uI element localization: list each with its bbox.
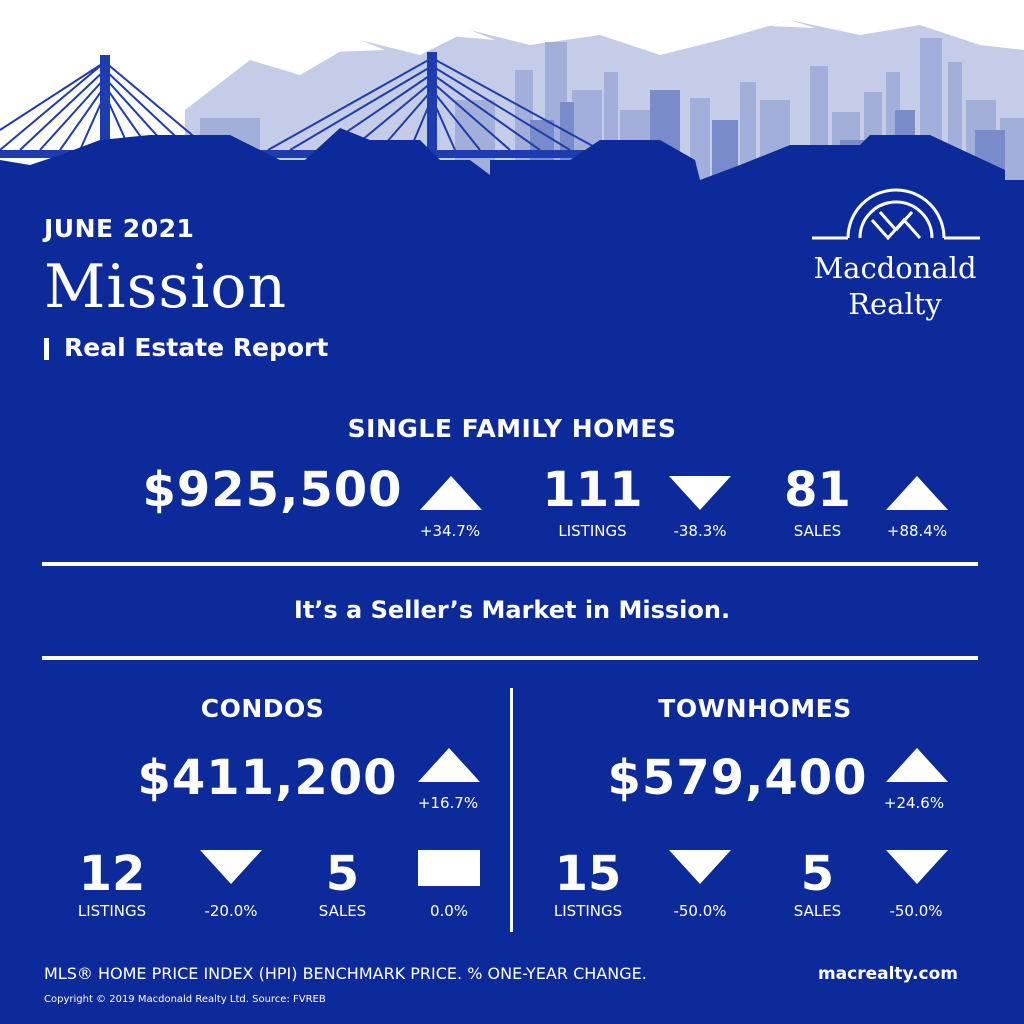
townhomes-price: $579,400 [607, 750, 868, 806]
condos-sales-change: 0.0% [429, 902, 469, 920]
townhomes-sales-down-arrow-icon [886, 850, 948, 884]
single-family-listings-label: LISTINGS [558, 522, 627, 540]
townhomes-price-change: +24.6% [883, 794, 945, 812]
condos-price-up-arrow-icon [418, 748, 480, 782]
single-family-price-up-arrow-icon [420, 476, 482, 510]
condos-listings-down-arrow-icon [200, 850, 262, 884]
single-family-price: $925,500 [142, 462, 403, 518]
townhomes-sales-change: -50.0% [889, 902, 943, 920]
townhomes-price-up-arrow-icon [886, 748, 948, 782]
condos-title: CONDOS [200, 694, 325, 723]
copyright: Copyright © 2019 Macdonald Realty Ltd. Source: FVREB [44, 994, 326, 1005]
townhomes-listings-change: -50.0% [673, 902, 727, 920]
condos-sales-flat-indicator-icon [418, 850, 480, 886]
divider-middle [42, 656, 978, 660]
brand-logo-text: Macdonald Realty [813, 251, 977, 321]
single-family-listings-down-arrow-icon [669, 476, 731, 510]
condos-listings-label: LISTINGS [77, 902, 147, 920]
single-family-sales-up-arrow-icon [886, 476, 948, 510]
single-family-listings-change: -38.3% [673, 522, 727, 540]
footnote: MLS® HOME PRICE INDEX (HPI) BENCHMARK PRICE. % ONE-YEAR CHANGE. [44, 964, 647, 983]
single-family-sales-change: +88.4% [886, 522, 948, 540]
condos-listings-change: -20.0% [204, 902, 258, 920]
townhomes-sales-label: SALES [793, 902, 842, 920]
condos-listings-value: 12 [78, 846, 146, 902]
condos-sales-label: SALES [318, 902, 367, 920]
city-title: Mission [44, 252, 288, 322]
subtitle-accent-bar [44, 338, 49, 360]
condos-sales-value: 5 [325, 846, 360, 902]
market-statement: It’s a Seller’s Market in Mission. [293, 596, 731, 624]
single-family-listings-value: 111 [542, 462, 643, 518]
single-family-sales-value: 81 [784, 462, 851, 518]
townhomes-listings-down-arrow-icon [669, 850, 731, 884]
townhomes-listings-label: LISTINGS [553, 902, 623, 920]
townhomes-listings-value: 15 [554, 846, 622, 902]
divider-vertical [510, 688, 513, 932]
townhomes-sales-value: 5 [800, 846, 835, 902]
townhomes-title: TOWNHOMES [658, 694, 852, 723]
report-subtitle: Real Estate Report [64, 333, 329, 362]
divider-top [42, 562, 978, 566]
single-family-price-change: +34.7% [419, 522, 481, 540]
single-family-sales-label: SALES [793, 522, 842, 540]
condos-price: $411,200 [137, 750, 398, 806]
report-date: JUNE 2021 [44, 214, 195, 243]
website-link[interactable]: macrealty.com [817, 964, 958, 984]
single-family-title: SINGLE FAMILY HOMES [347, 414, 677, 443]
condos-price-change: +16.7% [417, 794, 479, 812]
